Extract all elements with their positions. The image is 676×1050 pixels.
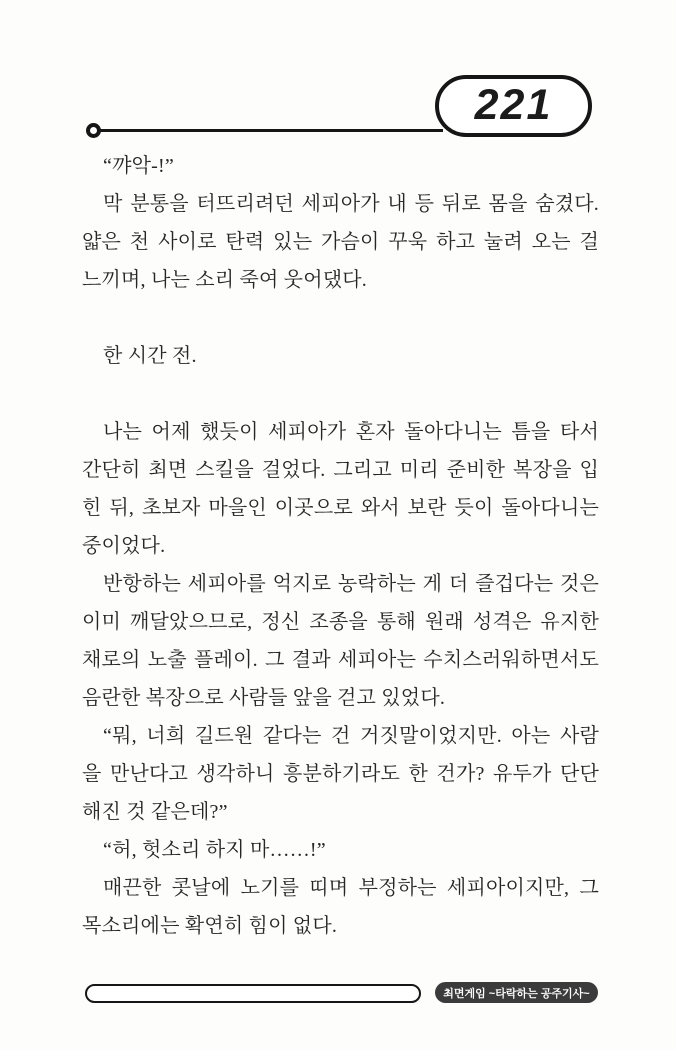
text-line: 간단히 최면 스킬을 걸었다. 그리고 미리 준비한 복장을 입 bbox=[82, 459, 599, 481]
series-title: 최면게임 ~타락하는 공주기사~ bbox=[443, 987, 590, 1000]
body-text bbox=[82, 147, 599, 945]
header-rule-line bbox=[99, 129, 443, 132]
text-line: “허, 헛소리 하지 마……!” bbox=[103, 839, 326, 861]
text-line: 막 분통을 터뜨리려던 세피아가 내 등 뒤로 몸을 숨겼다. bbox=[103, 193, 599, 215]
footer-rule-capsule bbox=[85, 984, 421, 1003]
series-title-badge bbox=[435, 982, 598, 1003]
text-line: “뭐, 너희 길드원 같다는 건 거짓말이었지만. 아는 사람 bbox=[103, 725, 599, 747]
text-line: 얇은 천 사이로 탄력 있는 가슴이 꾸욱 하고 눌려 오는 걸 bbox=[82, 231, 599, 253]
text-line: 목소리에는 확연히 힘이 없다. bbox=[82, 915, 338, 937]
page-number: 221 bbox=[474, 80, 553, 129]
blank-line bbox=[82, 299, 599, 337]
text-line: 해진 것 같은데?” bbox=[82, 801, 228, 823]
text-line: 이미 깨달았으므로, 정신 조종을 통해 원래 성격은 유지한 bbox=[82, 611, 599, 633]
text-line: 한 시간 전. bbox=[103, 345, 197, 367]
text-line: 을 만난다고 생각하니 흥분하기라도 한 건가? 유두가 단단 bbox=[82, 763, 599, 785]
text-line: 채로의 노출 플레이. 그 결과 세피아는 수치스러워하면서도 bbox=[82, 649, 599, 671]
text-line: 나는 어제 했듯이 세피아가 혼자 돌아다니는 틈을 타서 bbox=[103, 421, 599, 443]
text-line: 매끈한 콧날에 노기를 띠며 부정하는 세피아이지만, 그 bbox=[103, 877, 599, 899]
text-line: 힌 뒤, 초보자 마을인 이곳으로 와서 보란 듯이 돌아다니는 bbox=[82, 497, 599, 519]
text-line: 반항하는 세피아를 억지로 농락하는 게 더 즐겁다는 것은 bbox=[103, 573, 599, 595]
blank-line bbox=[82, 375, 599, 413]
text-line: 느끼며, 나는 소리 죽여 웃어댔다. bbox=[82, 269, 367, 291]
text-line: 음란한 복장으로 사람들 앞을 걷고 있었다. bbox=[82, 687, 446, 709]
page-number-pill bbox=[435, 75, 592, 137]
text-line: 중이었다. bbox=[82, 535, 166, 557]
text-line: “꺄악-!” bbox=[103, 155, 174, 177]
